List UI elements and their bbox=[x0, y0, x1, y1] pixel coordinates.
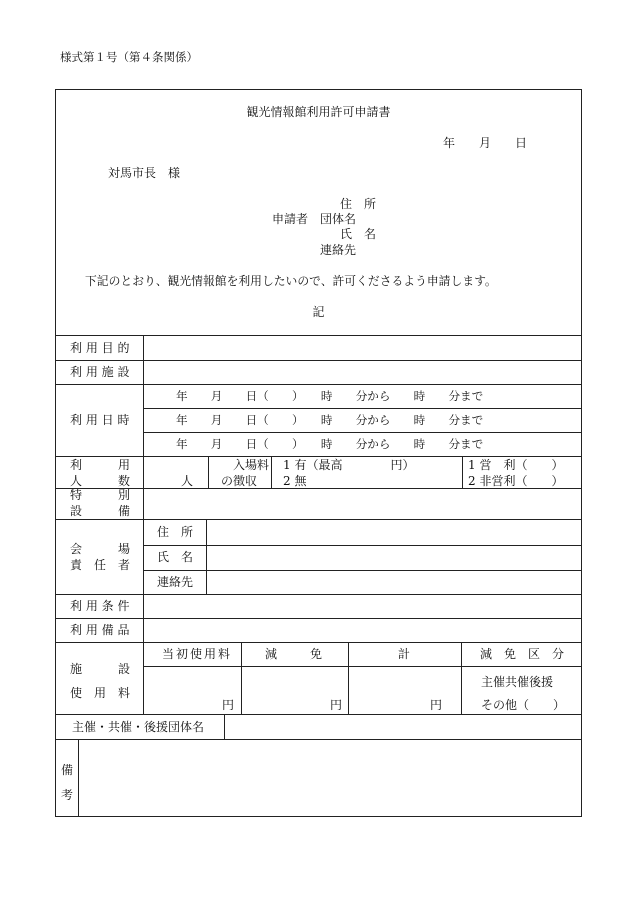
datetime-label: 利 用 日 時 bbox=[70, 413, 130, 427]
remarks-label: 考 bbox=[61, 788, 74, 802]
row-divider bbox=[55, 642, 582, 643]
entry-fee-label: の徴収 bbox=[221, 474, 258, 488]
addressee: 対馬市長 様 bbox=[108, 166, 181, 180]
total-header: 計 bbox=[398, 647, 411, 661]
applicant-organization-label: 団体名 bbox=[320, 212, 357, 226]
conditions-label: 利 用 条 件 bbox=[70, 599, 130, 613]
profit-type-option: 2 非営利（ ） bbox=[468, 474, 564, 488]
special-equipment-label: 特 別 bbox=[70, 488, 135, 502]
facility-fee-label: 施 設 bbox=[70, 662, 135, 676]
request-text: 下記のとおり、観光情報館を利用したいので、許可くださるよう申請します。 bbox=[85, 274, 497, 288]
venue-manager-label: 責 任 者 bbox=[70, 558, 131, 572]
row-divider bbox=[55, 384, 582, 385]
reduction-yen-unit: 円 bbox=[330, 698, 343, 712]
row-divider bbox=[55, 519, 582, 520]
fee-column-divider bbox=[348, 642, 349, 714]
datetime-row: 年 月 日（ ） 時 分から 時 分まで bbox=[176, 413, 484, 427]
row-divider bbox=[55, 594, 582, 595]
facility-fee-label: 使 用 料 bbox=[70, 686, 131, 700]
notation-ki: 記 bbox=[312, 305, 325, 319]
venue-manager-address-label: 住 所 bbox=[157, 525, 194, 539]
applicant-contact-label: 連絡先 bbox=[320, 243, 357, 257]
form-number: 様式第１号（第４条関係） bbox=[60, 50, 198, 64]
applicant-name-label: 氏 名 bbox=[340, 227, 377, 241]
attendance-column-divider bbox=[208, 456, 209, 488]
fee-header-divider bbox=[143, 666, 582, 667]
venue-manager-label: 会 場 bbox=[70, 542, 135, 556]
reduction-category-option: 主催共催後援 bbox=[481, 675, 554, 689]
row-divider bbox=[55, 360, 582, 361]
fee-column-divider bbox=[461, 642, 462, 714]
purpose-label: 利 用 目 的 bbox=[70, 341, 130, 355]
sponsors-label: 主催・共催・後援団体名 bbox=[72, 720, 205, 734]
datetime-row: 年 月 日（ ） 時 分から 時 分まで bbox=[176, 437, 484, 451]
fee-column-divider bbox=[241, 642, 242, 714]
attendance-label: 人 数 bbox=[70, 474, 135, 488]
sponsors-column-divider bbox=[224, 714, 225, 739]
attendance-column-divider bbox=[271, 456, 272, 488]
date-line: 年 月 日 bbox=[443, 136, 528, 150]
profit-type-option: 1 営 利（ ） bbox=[468, 458, 564, 472]
row-divider bbox=[55, 739, 582, 740]
reduction-category-option: その他（ ） bbox=[481, 698, 566, 712]
reduction-header: 減 免 bbox=[265, 647, 326, 661]
attendance-unit: 人 bbox=[181, 474, 194, 488]
equipment-label: 利 用 備 品 bbox=[70, 623, 130, 637]
row-divider bbox=[55, 714, 582, 715]
header-divider bbox=[55, 335, 582, 336]
datetime-subrow-divider bbox=[143, 408, 582, 409]
total-yen-unit: 円 bbox=[430, 698, 443, 712]
special-equipment-label: 設 備 bbox=[70, 504, 135, 518]
venue-manager-contact-label: 連絡先 bbox=[157, 575, 194, 589]
entry-fee-option: 1 有（最高 円） bbox=[283, 458, 415, 472]
attendance-label: 利 用 bbox=[70, 458, 135, 472]
initial-fee-header: 当初使用料 bbox=[162, 647, 233, 661]
form-title: 観光情報館利用許可申請書 bbox=[246, 105, 391, 119]
datetime-subrow-divider bbox=[143, 432, 582, 433]
remarks-column-divider bbox=[78, 739, 79, 816]
initial-fee-yen-unit: 円 bbox=[222, 698, 235, 712]
row-divider bbox=[55, 618, 582, 619]
venue-subrow-divider bbox=[143, 570, 582, 571]
datetime-row: 年 月 日（ ） 時 分から 時 分まで bbox=[176, 389, 484, 403]
facility-label: 利 用 施 設 bbox=[70, 365, 130, 379]
venue-manager-name-label: 氏 名 bbox=[157, 550, 194, 564]
reduction-category-header: 減 免 区 分 bbox=[480, 647, 565, 661]
venue-subrow-divider bbox=[143, 545, 582, 546]
entry-fee-label: 入場料 bbox=[233, 458, 270, 472]
attendance-column-divider bbox=[462, 456, 463, 488]
venue-column-divider bbox=[206, 519, 207, 594]
entry-fee-option: 2 無 bbox=[283, 474, 307, 488]
remarks-label: 備 bbox=[61, 763, 74, 777]
applicant-address-label: 住 所 bbox=[340, 197, 377, 211]
label-column-divider bbox=[143, 335, 144, 714]
applicant-label: 申請者 bbox=[272, 212, 309, 226]
